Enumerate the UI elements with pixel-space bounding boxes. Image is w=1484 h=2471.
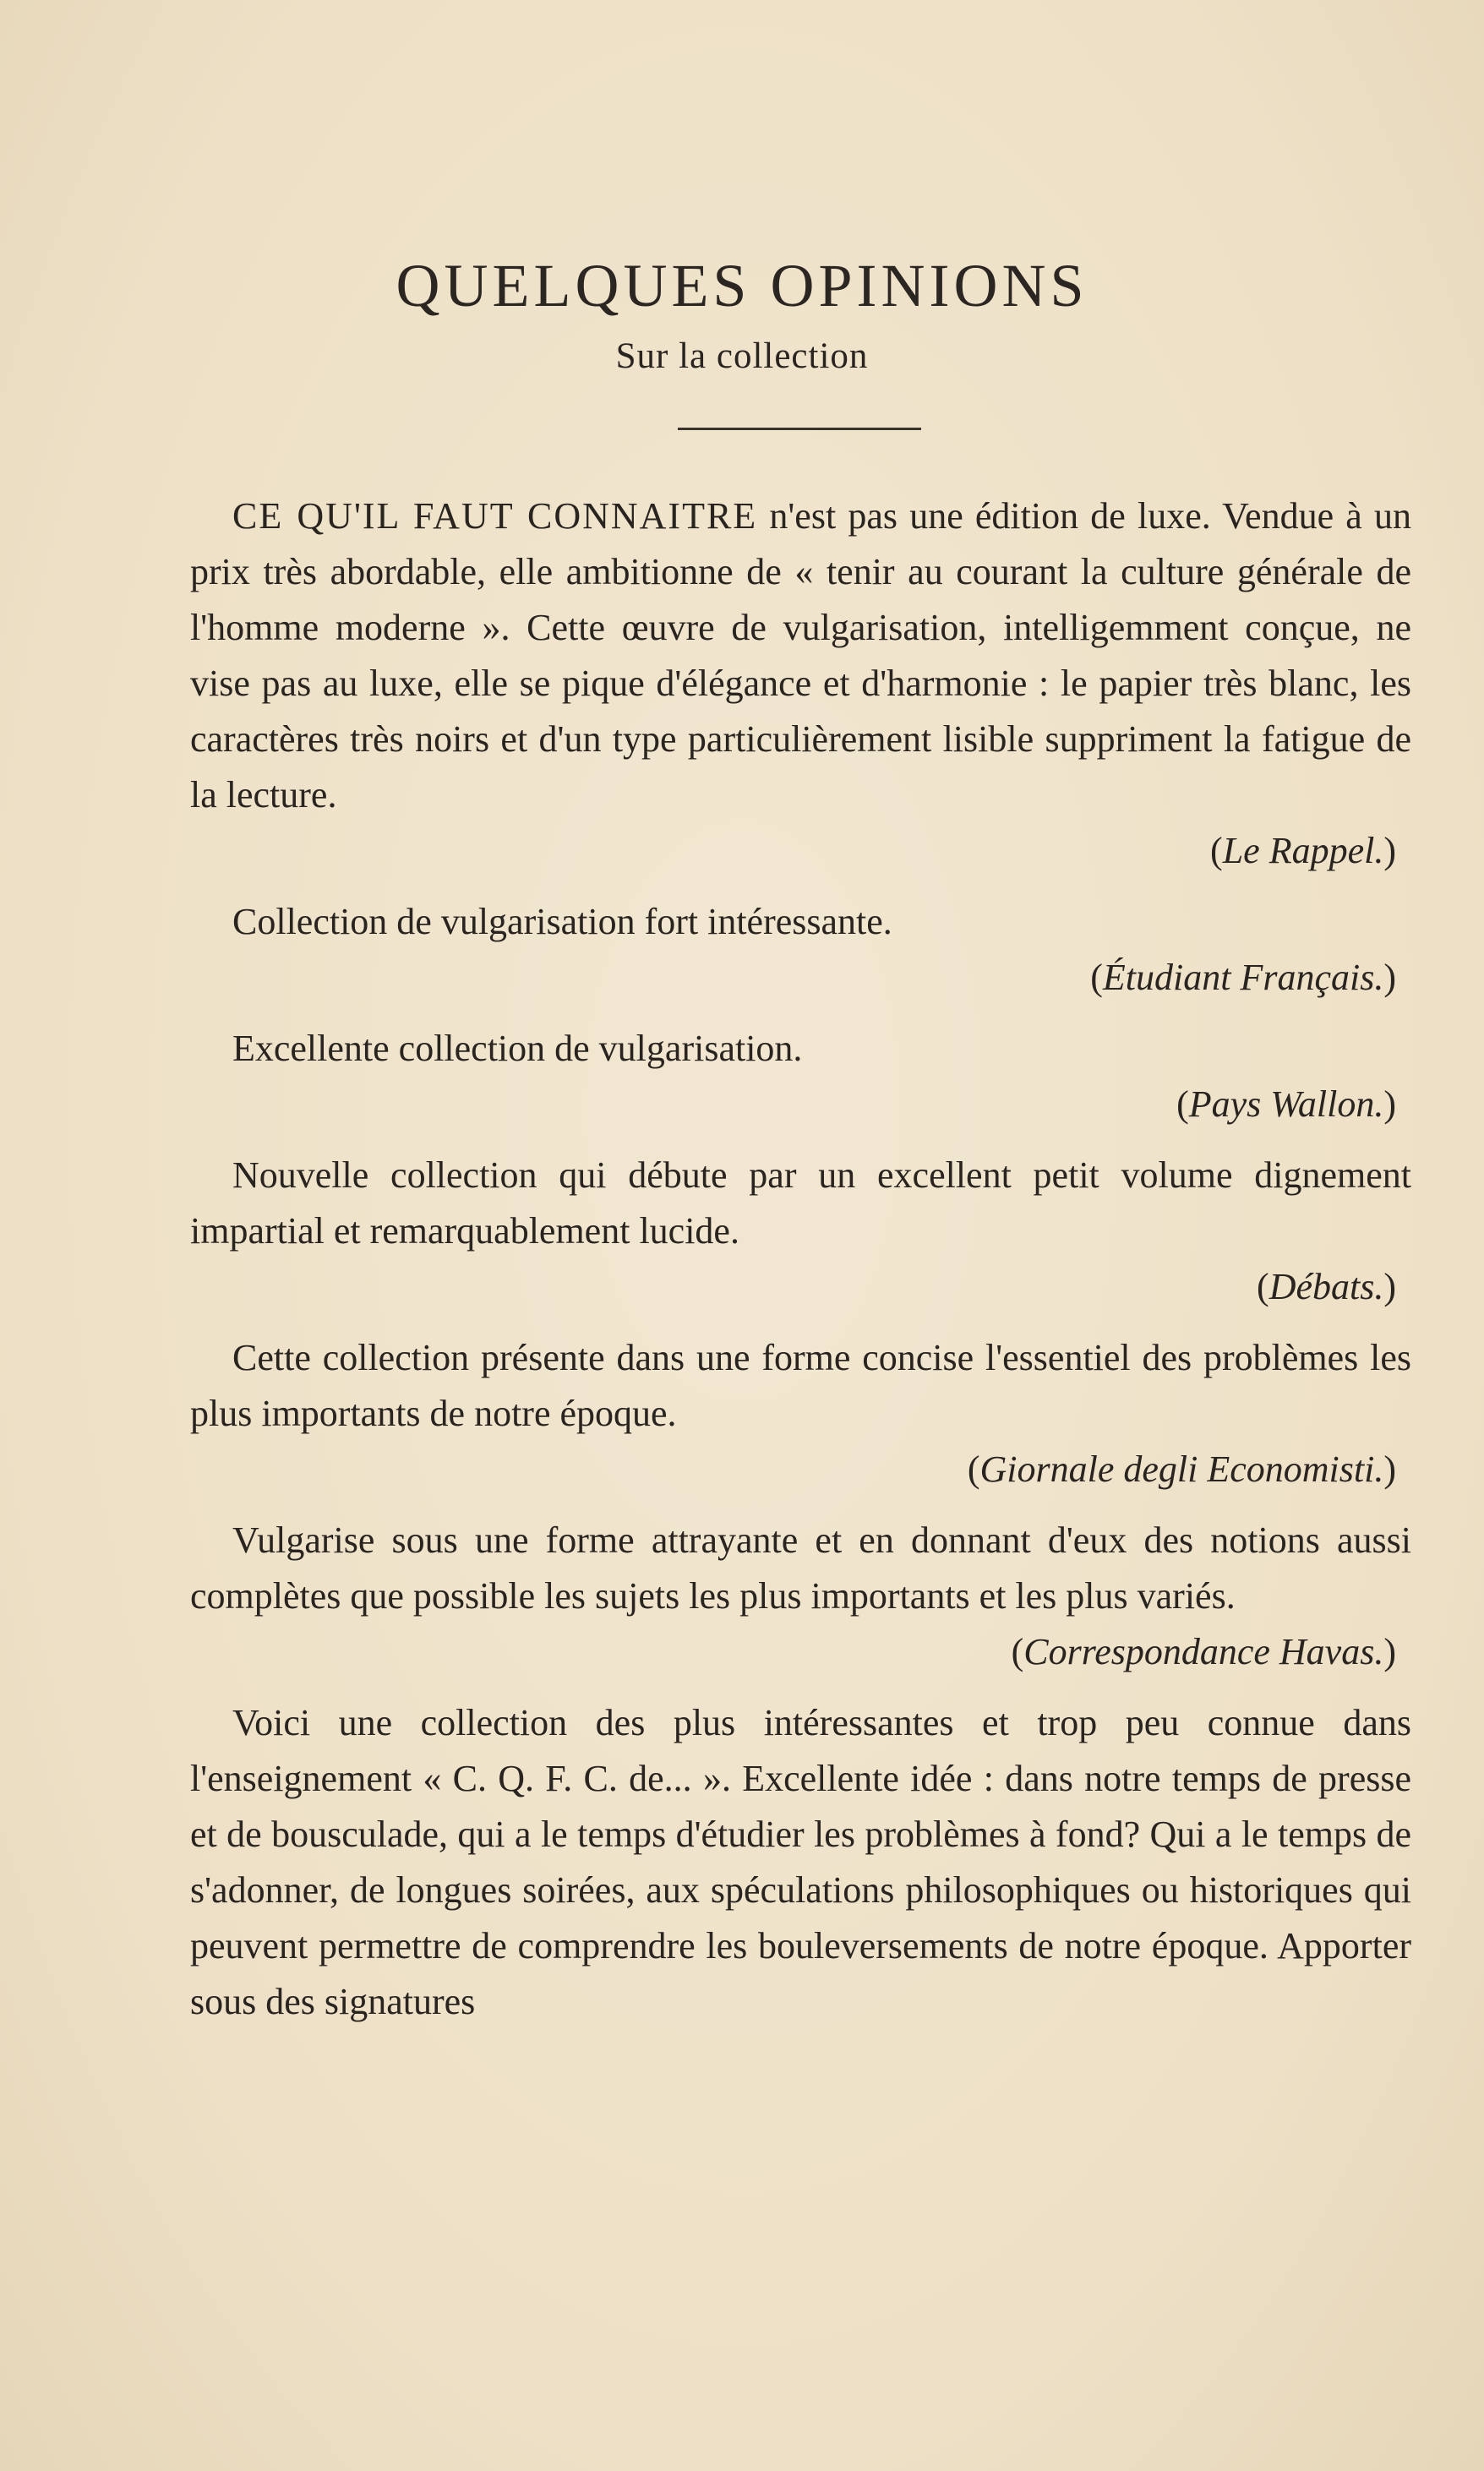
opinion-text (190, 488, 1411, 823)
source-name: Correspondance Havas. (1023, 1631, 1384, 1672)
source-name: Débats. (1268, 1266, 1384, 1307)
opinion-text: Collection de vulgarisation fort intéressante. (232, 901, 892, 942)
collection-name: CE QU'IL FAUT CONNAITRE (232, 495, 758, 537)
opinion-text: Voici une collection des plus intéressantes et trop peu connue dans l'enseignement « C. Q. F. C. de... ». Excellente idée : dans notre temps de presse et de bousculade, qui a le temps d'étudier les problèmes à fond? Qui a le temps de s'adonner, de longues soirées, aux spéculations philosophiques ou historiques qui peuvent permettre de comprendre les bouleversements de notre époque. Apporter sous des signatures (190, 1702, 1411, 2022)
opinions-list (190, 488, 1411, 2030)
page-title: QUELQUES OPINIONS (396, 252, 1088, 319)
opinion-text: Excellente collection de vulgarisation. (232, 1028, 803, 1069)
source-name: Le Rappel. (1222, 830, 1384, 871)
title-divider (678, 428, 921, 430)
opinion-text: Vulgarise sous une forme attrayante et en donnant d'eux des notions aussi complètes que possible les sujets les plus importants et les plus variés. (190, 1519, 1411, 1617)
source-name: Étudiant Français. (1102, 957, 1384, 998)
opinion-source: (Débats.) (1257, 1266, 1396, 1307)
opinion-source: (Correspondance Havas.) (1011, 1631, 1396, 1672)
opinion-source: (Pays Wallon.) (1176, 1083, 1396, 1125)
opinion-source: (Giornale degli Economisti.) (967, 1448, 1396, 1490)
opinion-text: Cette collection présente dans une forme concise l'essentiel des problèmes les plus importants de notre époque. (190, 1337, 1411, 1434)
opinion-source: (Le Rappel.) (1210, 830, 1396, 871)
page-subtitle: Sur la collection (615, 336, 869, 376)
opinion-body: n'est pas une édition de luxe. Vendue à un prix très abordable, elle ambitionne de « tenir au courant la culture générale de l'homme moderne ». Cette œuvre de vulgarisation, intelligemment conçue, ne vise pas au luxe, elle se pique d'élégance et d'harmonie : le papier très blanc, les caractères très noirs et d'un type particulièrement lisible suppriment la fatigue de la lecture. (190, 495, 1411, 815)
source-name: Giornale degli Economisti. (979, 1448, 1384, 1490)
source-name: Pays Wallon. (1188, 1083, 1384, 1125)
opinion-source: (Étudiant Français.) (1090, 957, 1396, 998)
opinion-text: Nouvelle collection qui débute par un excellent petit volume dignement impartial et remarquablement lucide. (190, 1154, 1411, 1252)
